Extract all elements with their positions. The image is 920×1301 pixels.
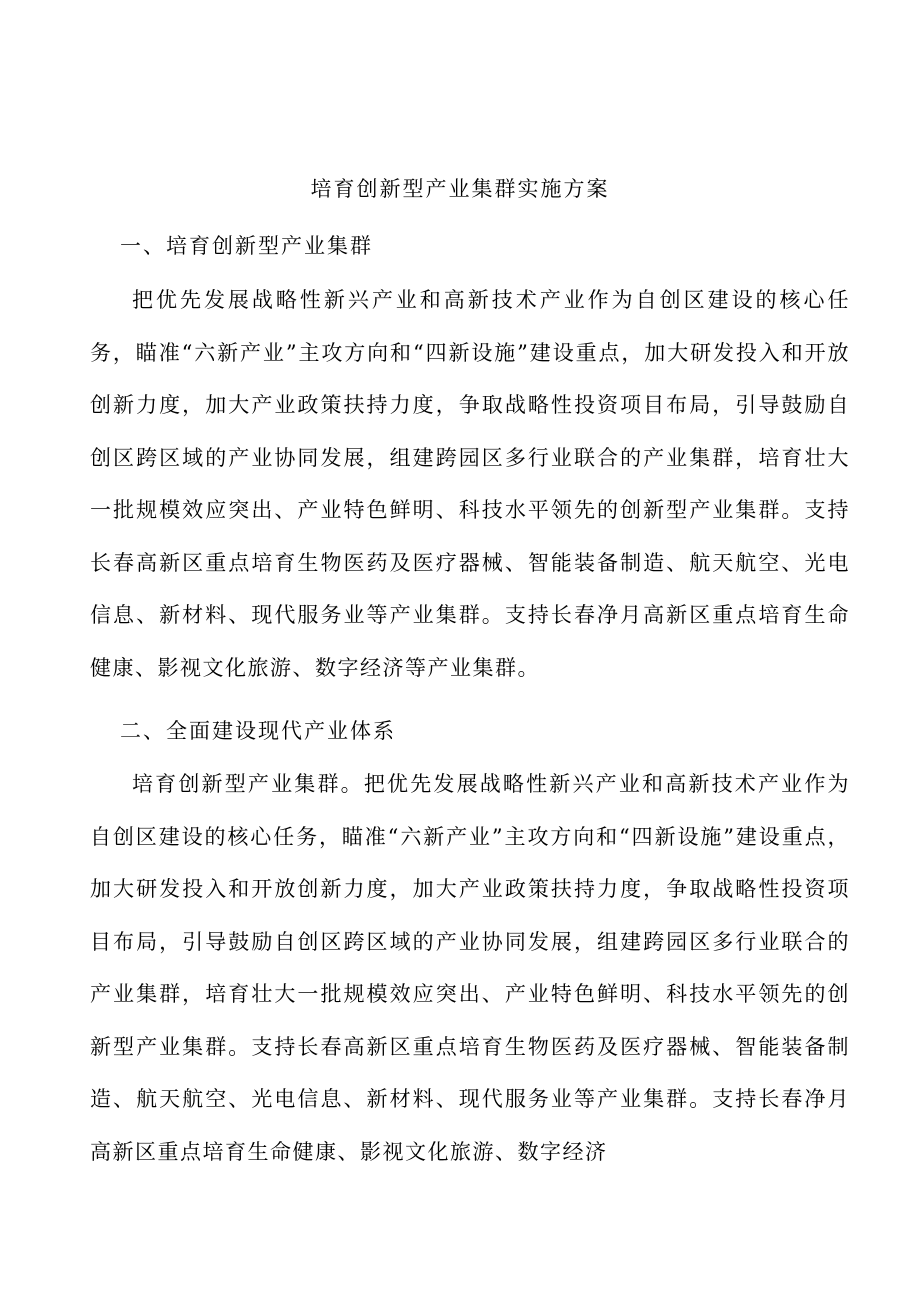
document-title: 培育创新型产业集群实施方案	[310, 177, 610, 201]
section-heading-1: 一、培育创新型产业集群	[120, 234, 373, 258]
section-body-2: 培育创新型产业集群。把优先发展战略性新兴产业和高新技术产业作为自创区建设的核心任务，瞄准“六新产业”主攻方向和“四新设施”建设重点，加大研发投入和开放创新力度，加大产业政策扶持力度，争取战略性投资项目布局，引导鼓励自创区跨区域的产业协同发展，组建跨园区多行业联合的产业集群，培育壮大一批规模效应突出、产业特色鲜明、科技水平领先的创新型产业集群。支持长春高新区重点培育生物医药及医疗器械、智能装备制造、航天航空、光电信息、新材料、现代服务业等产业集群。支持长春净月高新区重点培育生命健康、影视文化旅游、数字经济	[90, 772, 850, 1164]
section-body-1: 把优先发展战略性新兴产业和高新技术产业作为自创区建设的核心任务，瞄准“六新产业”主攻方向和“四新设施”建设重点，加大研发投入和开放创新力度，加大产业政策扶持力度，争取战略性投资项目布局，引导鼓励自创区跨区域的产业协同发展，组建跨园区多行业联合的产业集群，培育壮大一批规模效应突出、产业特色鲜明、科技水平领先的创新型产业集群。支持长春高新区重点培育生物医药及医疗器械、智能装备制造、航天航空、光电信息、新材料、现代服务业等产业集群。支持长春净月高新区重点培育生命健康、影视文化旅游、数字经济等产业集群。	[90, 288, 850, 680]
section-heading-2: 二、全面建设现代产业体系	[120, 719, 396, 743]
